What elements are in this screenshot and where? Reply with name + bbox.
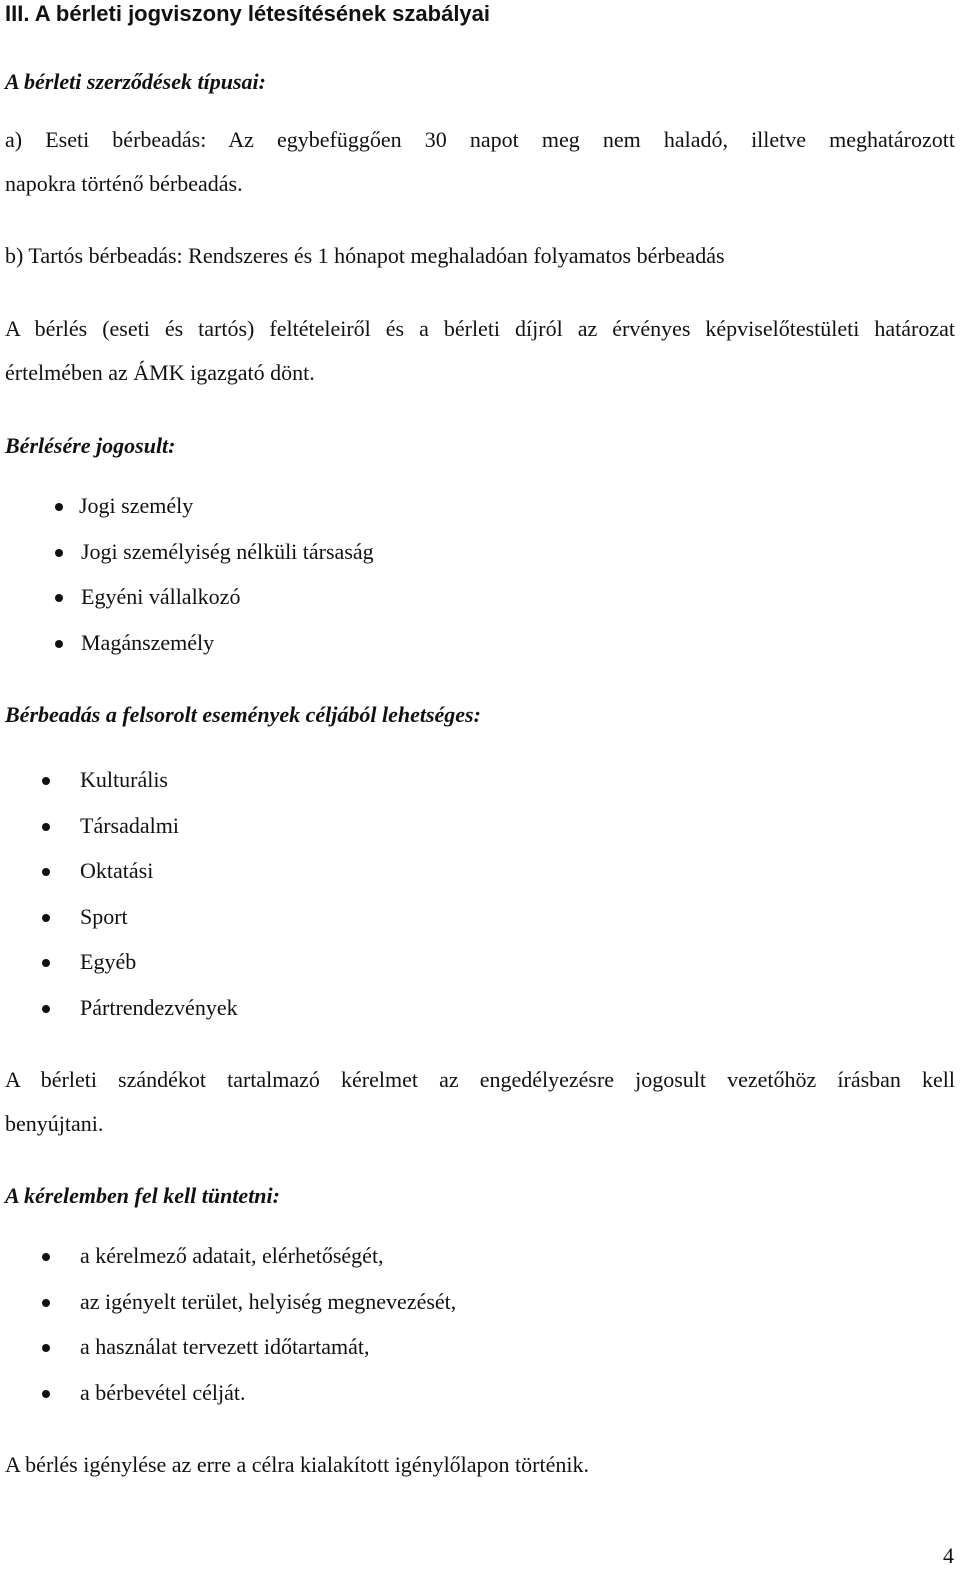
decision-line2: értelmében az ÁMK igazgató dönt. [5, 360, 315, 385]
type-b: b) Tartós bérbeadás: Rendszeres és 1 hónapot meghaladóan folyamatos bérbeadás [5, 243, 725, 268]
bullet-icon [42, 914, 50, 922]
types-heading: A bérleti szerződések típusai: [5, 69, 266, 94]
section-title: III. A bérleti jogviszony létesítésének szabályai [5, 1, 491, 26]
document-page: III. A bérleti jogviszony létesítésének szabályai A bérleti szerződések típusai: a) Eseti bérbeadás: Az egybefüggően 30 napot meg nem haladó, illetve meghatározott napokra történő bérbeadás. b) Tartós bérbeadás: Rendszeres és 1 hónapot meghaladóan folyamatos bérbeadás A bérlés (eseti és tartós) feltételeiről és a bérleti díjról az érvényes képviselőtestületi határozat értelmében az ÁMK igazgató dönt. Bérlésére jogosult: Jogi személy Jogi személyiség nélküli társaság Egyéni vállalkozó Magánszemély Bérbeadás a felsorolt események céljából lehetséges: Kulturális Társadalmi Oktatási Sport Egyéb Pártrendezvények A bérleti szándékot tartalmazó kérelmet az engedélyezésre jogosult vezetőhöz írásban kell benyújtani. A kérelemben fel kell tüntetni: a kérelmező adatait, elérhetőségét, az igényelt terület, helyiség megnevezését, a használat tervezett időtartamát, a bérbevétel célját. A bérlés igénylése az erre a célra kialakított igénylőlapon történik. 4 [5, 1, 955, 1568]
bullet-icon [55, 549, 63, 557]
bullet-icon [55, 640, 63, 648]
decision-line1: A bérlés (eseti és tartós) feltételeiről és a bérleti díjról az érvényes képviselőtestületi határozat [5, 316, 955, 341]
request-line2: benyújtani. [5, 1111, 104, 1136]
bullet-icon [42, 1299, 50, 1307]
bullet-icon [42, 1390, 50, 1398]
closing-text: A bérlés igénylése az erre a célra kialakított igénylőlapon történik. [5, 1452, 589, 1477]
page-number: 4 [943, 1543, 954, 1568]
events-heading: Bérbeadás a felsorolt események céljából lehetséges: [5, 702, 481, 727]
bullet-icon [42, 1344, 50, 1352]
bullet-icon [42, 823, 50, 831]
bullet-icon [42, 1253, 50, 1261]
request-line1: A bérleti szándékot tartalmazó kérelmet az engedélyezésre jogosult vezetőhöz írásban kell [5, 1067, 955, 1092]
bullet-icon [42, 777, 50, 785]
bullet-icon [55, 503, 63, 511]
contents-heading: A kérelemben fel kell tüntetni: [5, 1183, 280, 1208]
type-a-line1: a) Eseti bérbeadás: Az egybefüggően 30 napot meg nem haladó, illetve meghatározott [5, 127, 955, 152]
type-a-line2: napokra történő bérbeadás. [5, 171, 243, 196]
eligible-heading: Bérlésére jogosult: [5, 433, 176, 458]
bullet-icon [42, 959, 50, 967]
bullet-icon [55, 594, 63, 602]
bullet-icon [42, 1005, 50, 1013]
bullet-icon [42, 868, 50, 876]
